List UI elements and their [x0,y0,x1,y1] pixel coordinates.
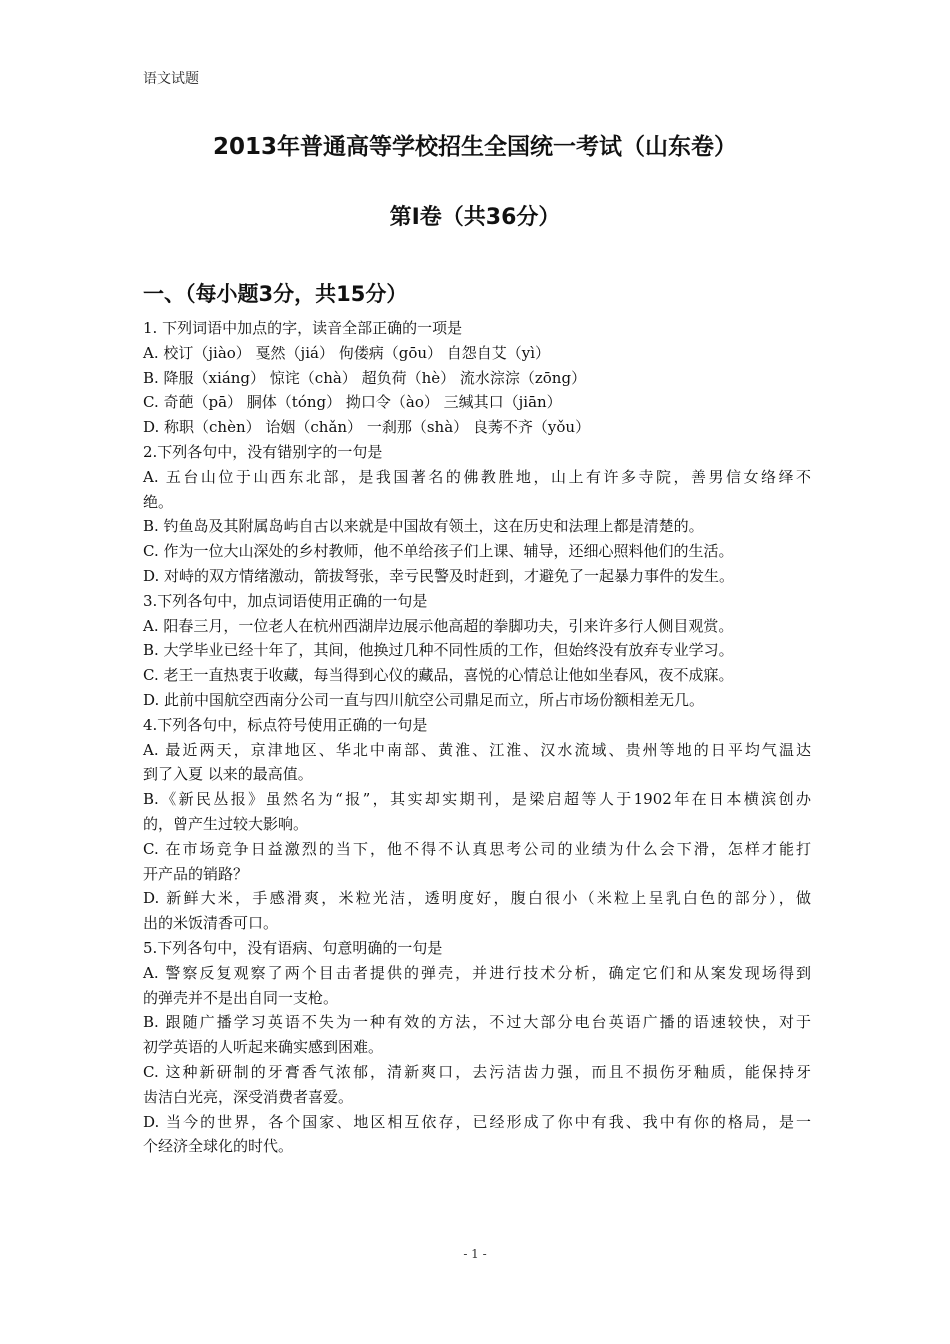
option-line: 到了入夏 以来的最高值。 [143,765,313,784]
option-line: B. 大学毕业已经十年了，其间，他换过几种不同性质的工作，但始终没有放弃专业学习。 [143,641,734,660]
option-line: C. 奇葩（pā） 胴体（tóng） 拗口令（ào） 三缄其口（jiān） [143,393,562,412]
option-line: C. 老王一直热衷于收藏，每当得到心仪的藏品，喜悦的心情总让他如坐春风，夜不成寐。 [143,666,734,685]
option-line: B. 钓鱼岛及其附属岛屿自古以来就是中国故有领土，这在历史和法理上都是清楚的。 [143,517,704,536]
option-line: B.《新民丛报》虽然名为“报”，其实却实期刊，是梁启超等人于1902年在日本横滨创办 [143,790,811,809]
option-line: D. 新鲜大米，手感滑爽，米粒光洁，透明度好，腹白很小（米粒上呈乳白色的部分），做 [143,889,811,908]
page-number: - 1 - [463,1247,487,1261]
option-line: 开产品的销路？ [143,864,249,883]
option-line: B. 降服（xiáng） 惊诧（chà） 超负荷（hè） 流水淙淙（zōng） [143,368,587,387]
option-line: B. 跟随广播学习英语不失为一种有效的方法，不过大部分电台英语广播的语速较快，对于 [143,1013,811,1032]
option-line: D. 对峙的双方情绪激动，箭拔弩张，幸亏民警及时赶到，才避免了一起暴力事件的发生。 [143,566,735,585]
option-line: 齿洁白光亮，深受消费者喜爱。 [143,1087,354,1106]
option-line: A. 警察反复观察了两个目击者提供的弹壳，并进行技术分析，确定它们和从案发现场得到 [143,963,811,982]
question-content [143,316,811,1159]
option-line: C. 这种新研制的牙膏香气浓郁，清新爽口，去污洁齿力强，而且不损伤牙釉质，能保持牙 [143,1062,811,1081]
question-line: 5.下列各句中，没有语病、句意明确的一句是 [143,938,443,957]
option-line: D. 称职（chèn） 诒姻（chǎn） 一刹那（shà） 良莠不齐（yǒu） [143,418,591,437]
option-line: A. 五台山位于山西东北部，是我国著名的佛教胜地，山上有许多寺院，善男信女络绎不 [143,467,811,486]
option-line: 绝。 [143,492,174,511]
option-line: C. 作为一位大山深处的乡村教师，他不单给孩子们上课、辅导，还细心照料他们的生活。 [143,542,734,561]
option-line: D. 当今的世界，各个国家、地区相互依存，已经形成了你中有我、我中有你的格局，是一 [143,1112,811,1131]
question-line: 2.下列各句中，没有错别字的一句是 [143,442,383,461]
option-line: 出的米饭清香可口。 [143,914,279,933]
section-heading: 一、（每小题3分，共15分） [143,282,408,306]
option-line: 的，曾产生过较大影响。 [143,814,309,833]
header-label: 语文试题 [143,71,199,87]
question-line: 1. 下列词语中加点的字，读音全部正确的一项是 [143,319,463,337]
exam-title: 2013年普通高等学校招生全国统一考试（山东卷） [212,134,737,160]
question-line: 4.下列各句中，标点符号使用正确的一句是 [143,715,428,734]
option-line: 初学英语的人听起来确实感到困难。 [143,1038,384,1057]
option-line: A. 最近两天，京津地区、华北中南部、黄淮、江淮、汉水流域、贵州等地的日平均气温达 [143,740,811,759]
option-line: 的弹壳并不是出自同一支枪。 [143,988,339,1007]
part-title: 第Ⅰ卷（共36分） [389,205,561,230]
option-line: A. 阳春三月，一位老人在杭州西湖岸边展示他高超的拳脚功夫，引来许多行人侧目观赏。 [143,616,734,635]
option-line: D. 此前中国航空西南分公司一直与四川航空公司鼎足而立，所占市场份额相差无几。 [143,690,705,709]
question-line: 3.下列各句中，加点词语使用正确的一句是 [143,591,428,610]
option-line: C. 在市场竞争日益激烈的当下，他不得不认真思考公司的业绩为什么会下滑，怎样才能打 [143,839,811,858]
option-line: A. 校订（jiào） 戛然（jiá） 佝偻病（gōu） 自怨自艾（yì） [143,343,551,362]
option-line: 个经济全球化的时代。 [143,1137,294,1156]
